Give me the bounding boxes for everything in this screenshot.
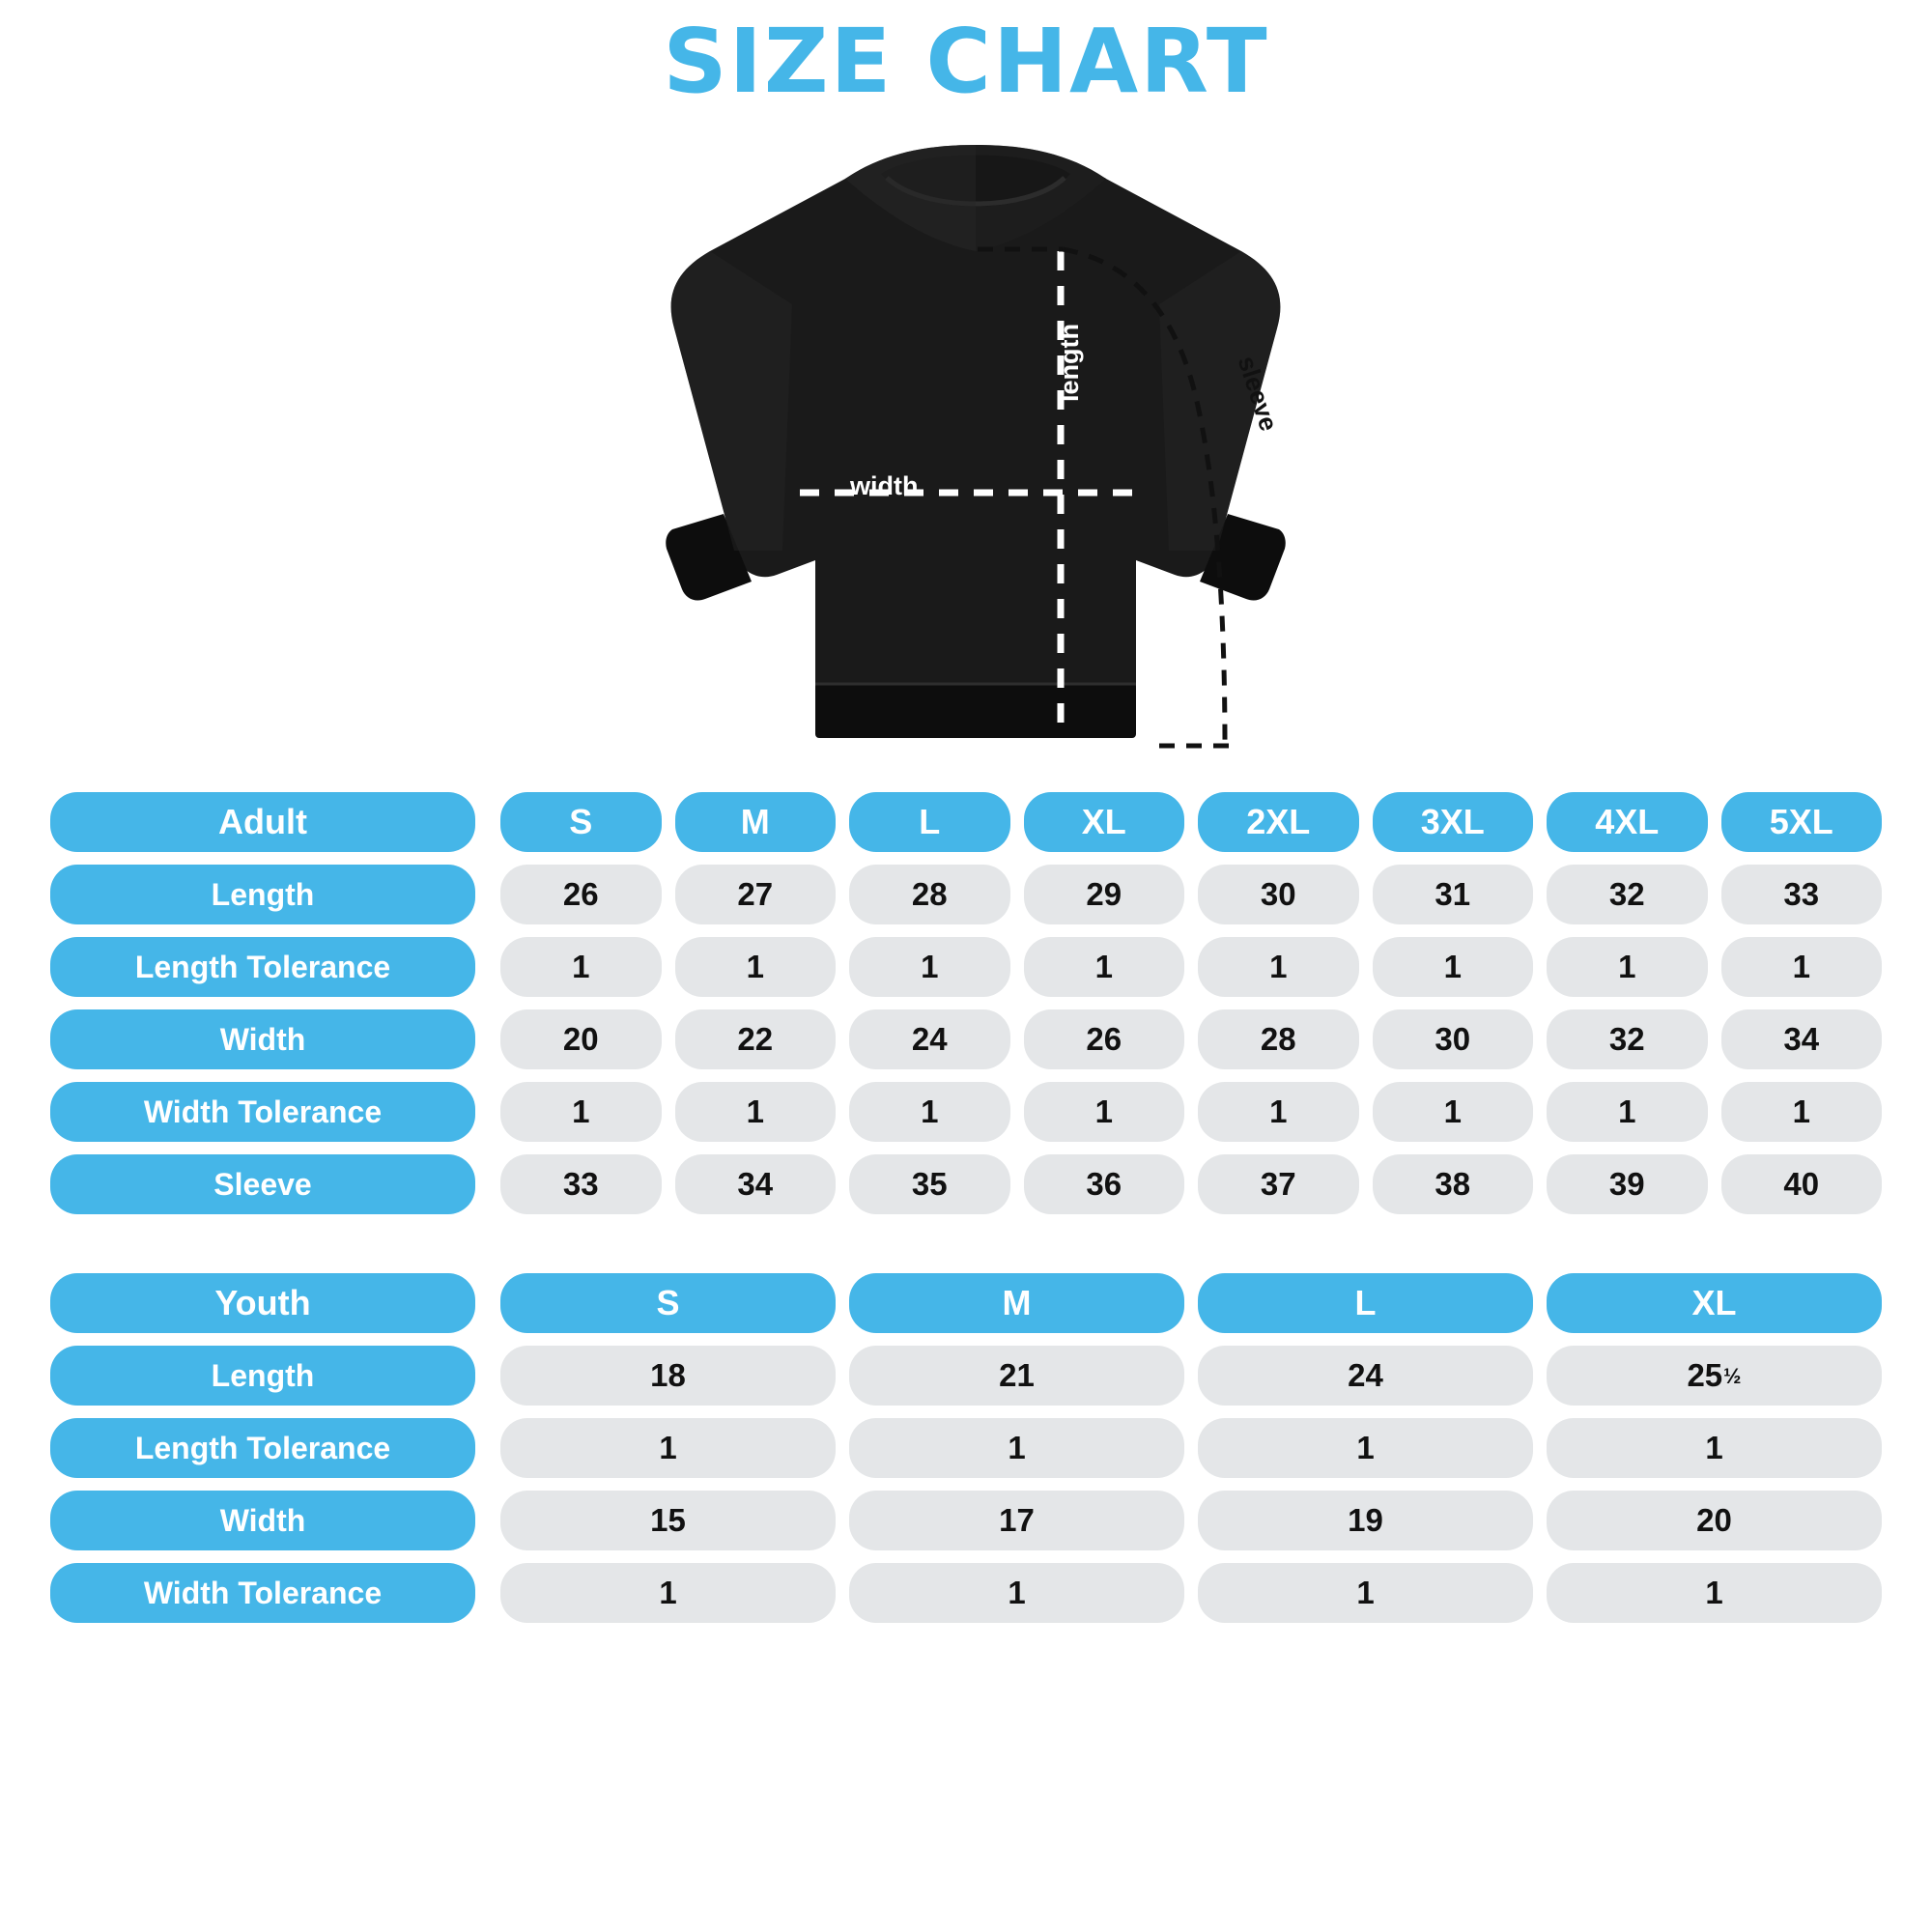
adult-length-4xl: 32 [1547,865,1708,924]
adult-width-l: 24 [849,1009,1010,1069]
table-row [50,937,1882,997]
table-row [50,1346,1882,1406]
adult-length-tol-4xl: 1 [1547,937,1708,997]
adult-width-tol-3xl: 1 [1373,1082,1534,1142]
adult-size-2xl: 2XL [1198,792,1359,852]
youth-size-s: S [500,1273,836,1333]
adult-width-tol-s: 1 [500,1082,662,1142]
adult-length-3xl: 31 [1373,865,1534,924]
label-sleeve: sleeve [1232,352,1284,435]
adult-length-s: 26 [500,865,662,924]
adult-width-3xl: 30 [1373,1009,1534,1069]
youth-width-tol-m: 1 [849,1563,1184,1623]
adult-sleeve-l: 35 [849,1154,1010,1214]
adult-sleeve-5xl: 40 [1721,1154,1883,1214]
youth-length-m: 21 [849,1346,1184,1406]
adult-row-label-width-tolerance: Width Tolerance [50,1082,475,1142]
adult-sleeve-xl: 36 [1024,1154,1185,1214]
adult-width-tol-4xl: 1 [1547,1082,1708,1142]
youth-length-tol-xl: 1 [1547,1418,1882,1478]
adult-width-2xl: 28 [1198,1009,1359,1069]
youth-length-xl [1547,1346,1882,1406]
adult-width-5xl: 34 [1721,1009,1883,1069]
youth-width-s: 15 [500,1491,836,1550]
youth-size-table [0,1273,1932,1623]
youth-length-tol-m: 1 [849,1418,1184,1478]
adult-length-2xl: 30 [1198,865,1359,924]
adult-sleeve-s: 33 [500,1154,662,1214]
adult-sleeve-3xl: 38 [1373,1154,1534,1214]
adult-length-tol-l: 1 [849,937,1010,997]
youth-header-label: Youth [50,1273,475,1333]
adult-row-label-length-tolerance: Length Tolerance [50,937,475,997]
label-length: length [1055,324,1084,402]
youth-length-xl-whole: 25 [1687,1357,1723,1393]
table-row [50,865,1882,924]
table-spacer [0,1227,1932,1273]
youth-width-tol-xl: 1 [1547,1563,1882,1623]
table-header-row [50,792,1882,852]
adult-length-tol-2xl: 1 [1198,937,1359,997]
adult-length-tol-5xl: 1 [1721,937,1883,997]
youth-row-label-width-tolerance: Width Tolerance [50,1563,475,1623]
adult-length-tol-xl: 1 [1024,937,1185,997]
adult-length-5xl: 33 [1721,865,1883,924]
adult-size-s: S [500,792,662,852]
table-row [50,1563,1882,1623]
adult-length-tol-s: 1 [500,937,662,997]
youth-width-l: 19 [1198,1491,1533,1550]
youth-row-label-width: Width [50,1491,475,1550]
adult-row-label-sleeve: Sleeve [50,1154,475,1214]
adult-sleeve-4xl: 39 [1547,1154,1708,1214]
youth-length-tol-s: 1 [500,1418,836,1478]
garment-illustration [0,116,1932,792]
adult-width-tol-2xl: 1 [1198,1082,1359,1142]
adult-width-tol-m: 1 [675,1082,837,1142]
adult-length-tol-3xl: 1 [1373,937,1534,997]
youth-size-xl: XL [1547,1273,1882,1333]
youth-width-tol-l: 1 [1198,1563,1533,1623]
measurement-guides [0,116,1932,792]
adult-length-tol-m: 1 [675,937,837,997]
table-row [50,1154,1882,1214]
adult-width-tol-xl: 1 [1024,1082,1185,1142]
adult-size-table [0,792,1932,1214]
adult-row-label-width: Width [50,1009,475,1069]
adult-width-s: 20 [500,1009,662,1069]
table-row [50,1009,1882,1069]
adult-width-m: 22 [675,1009,837,1069]
adult-size-3xl: 3XL [1373,792,1534,852]
table-row [50,1418,1882,1478]
adult-length-l: 28 [849,865,1010,924]
label-width: width [850,471,919,500]
adult-width-xl: 26 [1024,1009,1185,1069]
adult-width-tol-5xl: 1 [1721,1082,1883,1142]
adult-length-xl: 29 [1024,865,1185,924]
youth-width-xl: 20 [1547,1491,1882,1550]
youth-width-tol-s: 1 [500,1563,836,1623]
youth-row-label-length: Length [50,1346,475,1406]
adult-size-m: M [675,792,837,852]
adult-header-label: Adult [50,792,475,852]
table-row [50,1491,1882,1550]
adult-size-xl: XL [1024,792,1185,852]
adult-row-label-length: Length [50,865,475,924]
youth-size-l: L [1198,1273,1533,1333]
youth-length-xl-fraction: ½ [1723,1364,1742,1388]
adult-length-m: 27 [675,865,837,924]
adult-width-4xl: 32 [1547,1009,1708,1069]
adult-size-l: L [849,792,1010,852]
adult-sleeve-2xl: 37 [1198,1154,1359,1214]
adult-size-4xl: 4XL [1547,792,1708,852]
youth-row-label-length-tolerance: Length Tolerance [50,1418,475,1478]
youth-length-tol-l: 1 [1198,1418,1533,1478]
adult-width-tol-l: 1 [849,1082,1010,1142]
table-header-row [50,1273,1882,1333]
page-title: SIZE CHART [663,10,1269,113]
adult-sleeve-m: 34 [675,1154,837,1214]
youth-length-s: 18 [500,1346,836,1406]
youth-width-m: 17 [849,1491,1184,1550]
youth-length-l: 24 [1198,1346,1533,1406]
adult-size-5xl: 5XL [1721,792,1883,852]
youth-size-m: M [849,1273,1184,1333]
table-row [50,1082,1882,1142]
